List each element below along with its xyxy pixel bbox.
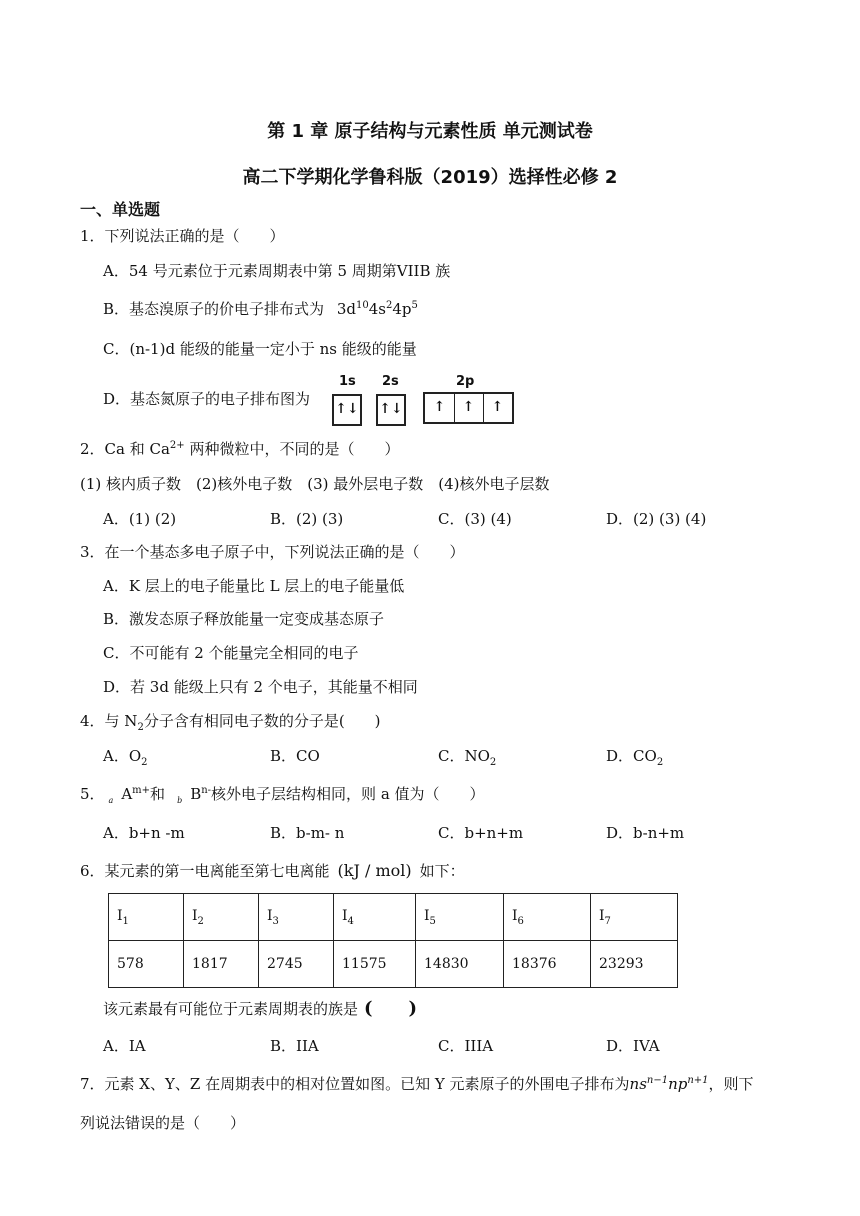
header-letter: I bbox=[192, 907, 198, 924]
question-1-option-d: D．基态氮原子的电子排布图为 bbox=[103, 390, 311, 408]
document-title: 第 1 章 原子结构与元素性质 单元测试卷 bbox=[267, 121, 593, 142]
question-6-stem bbox=[80, 860, 465, 881]
atomic-number-b: b bbox=[177, 796, 183, 805]
header-sub: 7 bbox=[604, 915, 611, 927]
stem-part: 分子含有相同电子数的分子是( ) bbox=[143, 712, 381, 730]
table-cell: 11575 bbox=[334, 941, 416, 988]
question-3-option-a: A．K 层上的电子能量比 L 层上的电子能量低 bbox=[103, 577, 405, 595]
header-letter: I bbox=[267, 907, 273, 924]
charge-sup: n- bbox=[201, 785, 212, 796]
question-5-option-d: D．b-n+m bbox=[606, 824, 685, 842]
header-sub: 1 bbox=[122, 915, 129, 927]
electron-config-formula: $ns^{n-1}np^{n+1}$ bbox=[629, 1075, 709, 1093]
question-2-option-b: B．(2) (3) bbox=[270, 510, 344, 528]
question-4-stem bbox=[80, 710, 381, 733]
atomic-number-a: a bbox=[108, 796, 114, 805]
section-heading: 一、单选题 bbox=[80, 200, 161, 219]
orbital-box-2s bbox=[376, 394, 406, 426]
header-sub: 2 bbox=[197, 915, 204, 927]
orbital-label-1s: 1s bbox=[339, 374, 356, 389]
question-7-stem-line2: 列说法错误的是（ ） bbox=[80, 1114, 246, 1132]
document-subtitle: 高二下学期化学鲁科版（2019）选择性必修 2 bbox=[242, 167, 618, 188]
stem-part: 核外电子层结构相同，则 a 值为（ ） bbox=[211, 785, 485, 803]
question-1-stem: 1．下列说法正确的是（ ） bbox=[80, 227, 285, 245]
bromine-config: $3d^{10}4s^24p^5$ bbox=[336, 300, 418, 318]
question-4-option-a bbox=[103, 745, 148, 768]
unit: (kJ / mol) bbox=[337, 861, 412, 880]
conjunction: 和 bbox=[150, 785, 166, 803]
up-arrow-icon: ↑ bbox=[491, 399, 504, 415]
orbital-box-2p bbox=[423, 392, 514, 424]
header-sub: 5 bbox=[429, 915, 436, 927]
stem-part: ，则下 bbox=[708, 1075, 754, 1093]
table-header bbox=[184, 894, 259, 941]
table-header bbox=[591, 894, 678, 941]
question-6-option-b: B．IIA bbox=[270, 1037, 319, 1055]
header-sub: 4 bbox=[347, 915, 354, 927]
up-arrow-icon: ↑ bbox=[454, 394, 484, 422]
question-1-option-b bbox=[103, 298, 418, 319]
table-header bbox=[109, 894, 184, 941]
question-3-option-d: D．若 3d 能级上只有 2 个电子，其能量不相同 bbox=[103, 678, 418, 696]
question-3-option-b: B．激发态原子释放能量一定变成基态原子 bbox=[103, 610, 385, 628]
question-6-option-a: A．IA bbox=[103, 1037, 146, 1055]
table-cell: 18376 bbox=[504, 941, 591, 988]
table-row bbox=[109, 941, 678, 988]
charge-sup: m+ bbox=[132, 785, 151, 796]
charge-sup: 2+ bbox=[169, 440, 185, 451]
question-2-option-c: C．(3) (4) bbox=[438, 510, 512, 528]
question-4-option-b: B．CO bbox=[270, 747, 320, 765]
question-6-prompt bbox=[103, 994, 417, 1020]
question-1-option-c: C．(n-1)d 能级的能量一定小于 ns 能级的能量 bbox=[103, 340, 417, 358]
option-text: D．CO bbox=[606, 747, 657, 765]
question-6-option-d: D．IVA bbox=[606, 1037, 660, 1055]
orbital-label-2s: 2s bbox=[382, 374, 399, 389]
orbital-label-2p: 2p bbox=[456, 374, 475, 389]
paired-arrows-icon: ↑↓ bbox=[379, 401, 403, 417]
question-2-stem bbox=[80, 438, 399, 459]
stem-part: 2．Ca 和 Ca bbox=[80, 440, 170, 458]
header-letter: I bbox=[424, 907, 430, 924]
prompt-text: 该元素最有可能位于元素周期表的族是 bbox=[103, 1000, 359, 1018]
answer-paren: ( ) bbox=[364, 998, 418, 1019]
option-b-text: B．基态溴原子的价电子排布式为 bbox=[103, 300, 325, 318]
ion-a: A bbox=[121, 785, 133, 803]
question-5-option-a: A．b+n -m bbox=[103, 824, 185, 842]
question-5-stem bbox=[80, 783, 485, 805]
ion-b: B bbox=[190, 785, 202, 803]
question-4-option-d bbox=[606, 745, 663, 768]
question-2-items: (1) 核内质子数 (2)核外电子数 (3) 最外层电子数 (4)核外电子层数 bbox=[80, 475, 550, 493]
table-cell: 2745 bbox=[259, 941, 334, 988]
stem-part: 如下： bbox=[419, 862, 465, 880]
option-text: C．NO bbox=[438, 747, 490, 765]
up-arrow-icon: ↑ bbox=[425, 394, 455, 422]
header-letter: I bbox=[512, 907, 518, 924]
header-sub: 3 bbox=[272, 915, 279, 927]
ionization-energy-table bbox=[108, 893, 678, 988]
subscript: 2 bbox=[141, 757, 148, 768]
question-2-option-a: A．(1) (2) bbox=[103, 510, 177, 528]
table-header bbox=[334, 894, 416, 941]
question-7-stem bbox=[80, 1073, 754, 1094]
paired-arrows-icon: ↑↓ bbox=[335, 401, 359, 417]
subscript: 2 bbox=[137, 722, 144, 733]
table-header bbox=[259, 894, 334, 941]
question-6-option-c: C．IIIA bbox=[438, 1037, 494, 1055]
stem-part: 4．与 N bbox=[80, 712, 138, 730]
stem-part: 6．某元素的第一电离能至第七电离能 bbox=[80, 862, 330, 880]
stem-part: 7．元素 X、Y、Z 在周期表中的相对位置如图。已知 Y 元素原子的外围电子排布为 bbox=[80, 1075, 630, 1093]
table-cell: 578 bbox=[109, 941, 184, 988]
subscript: 2 bbox=[656, 757, 664, 768]
question-2-option-d: D．(2) (3) (4) bbox=[606, 510, 707, 528]
question-1-option-a: A．54 号元素位于元素周期表中第 5 周期第VIIB 族 bbox=[103, 262, 451, 280]
option-text: A．O bbox=[103, 747, 142, 765]
question-4-option-c bbox=[438, 745, 496, 768]
question-3-option-c: C．不可能有 2 个能量完全相同的电子 bbox=[103, 644, 359, 662]
stem-part: 两种微粒中，不同的是（ ） bbox=[184, 440, 400, 458]
header-letter: I bbox=[117, 907, 123, 924]
table-header bbox=[416, 894, 504, 941]
orbital-box-1s bbox=[332, 394, 362, 426]
question-5-option-c: C．b+n+m bbox=[438, 824, 524, 842]
question-number: 5． bbox=[80, 785, 105, 803]
question-3-stem: 3．在一个基态多电子原子中，下列说法正确的是（ ） bbox=[80, 543, 465, 561]
question-5-option-b: B．b-m- n bbox=[270, 824, 345, 842]
table-header-row bbox=[109, 894, 678, 941]
table-header bbox=[504, 894, 591, 941]
header-letter: I bbox=[599, 907, 605, 924]
header-letter: I bbox=[342, 907, 348, 924]
table-cell: 14830 bbox=[416, 941, 504, 988]
table-cell: 23293 bbox=[591, 941, 678, 988]
table-cell: 1817 bbox=[184, 941, 259, 988]
header-sub: 6 bbox=[517, 915, 524, 927]
subscript: 2 bbox=[489, 757, 497, 768]
